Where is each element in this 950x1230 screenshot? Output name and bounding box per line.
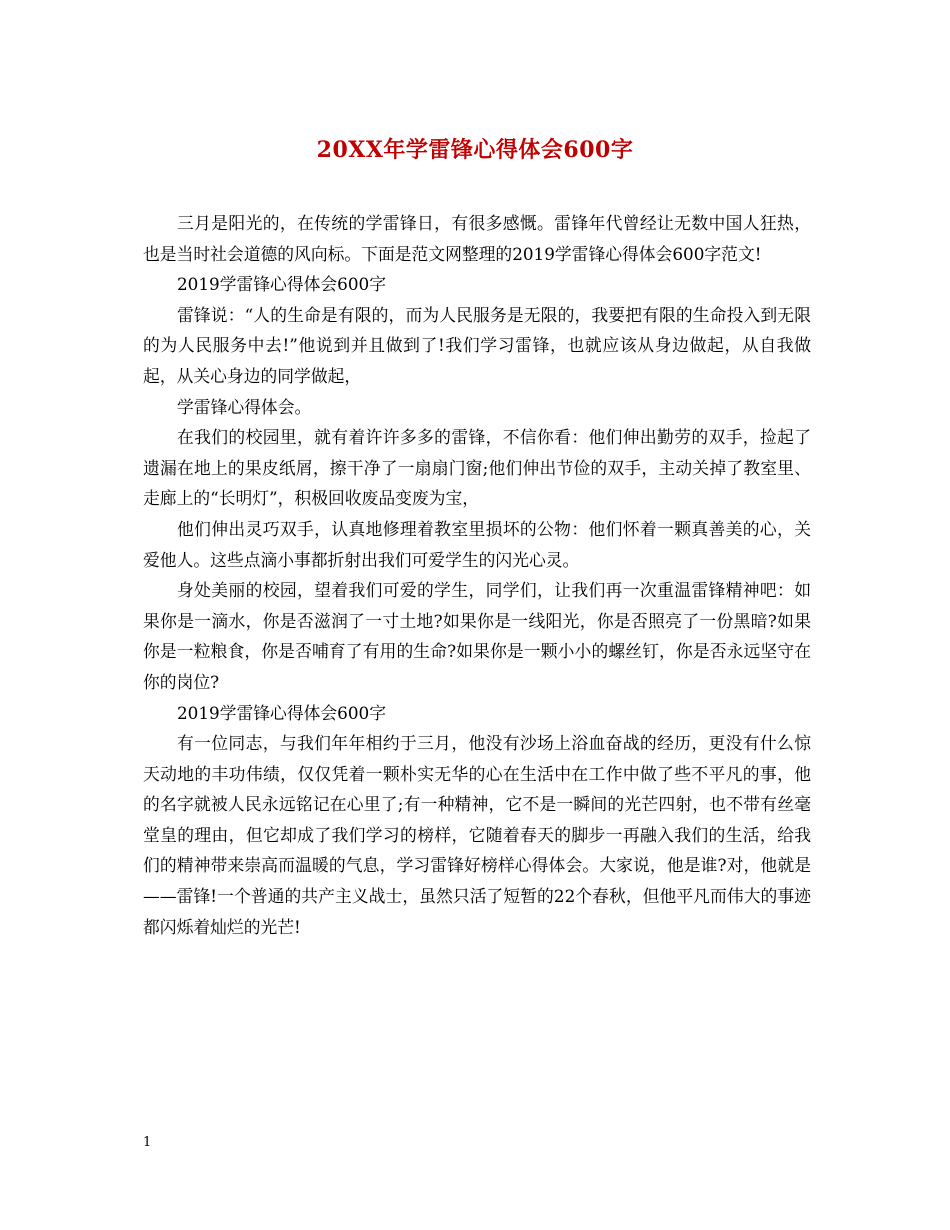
paragraph: 他们伸出灵巧双手，认真地修理着教室里损坏的公物：他们怀着一颗真善美的心，关爱他人。这些点滴小事都折射出我们可爱学生的闪光心灵。 [143, 518, 811, 570]
page-number: 1 [143, 1135, 152, 1150]
section-heading: 2019学雷锋心得体会600字 [177, 702, 386, 723]
section-heading: 2019学雷锋心得体会600字 [177, 274, 386, 295]
paragraph: 学雷锋心得体会。 [177, 396, 312, 417]
paragraph: 身处美丽的校园，望着我们可爱的学生，同学们，让我们再一次重温雷锋精神吧：如果你是一滴水，你是否滋润了一寸土地?如果你是一线阳光，你是否照亮了一份黑暗?如果你是一粒粮食，你是否哺育了有用的生命?如果你是一颗小小的螺丝钉，你是否永远坚守在你的岗位? [143, 580, 811, 692]
document-body [143, 208, 811, 942]
paragraph-intro: 三月是阳光的，在传统的学雷锋日，有很多感慨。雷锋年代曾经让无数中国人狂热，也是当时社会道德的风向标。下面是范文网整理的2019学雷锋心得体会600字范文! [143, 213, 811, 264]
paragraph: 在我们的校园里，就有着许许多多的雷锋，不信你看：他们伸出勤劳的双手，捡起了遗漏在地上的果皮纸屑，擦干净了一扇扇门窗;他们伸出节俭的双手，主动关掉了教室里、走廊上的“长明灯”，积极回收废品变废为宝， [143, 427, 811, 509]
paragraph: 有一位同志，与我们年年相约于三月，他没有沙场上浴血奋战的经历，更没有什么惊天动地的丰功伟绩，仅仅凭着一颗朴实无华的心在生活中在工作中做了些不平凡的事，他的名字就被人民永远铭记在心里了;有一种精神，它不是一瞬间的光芒四射，也不带有丝毫堂皇的理由，但它却成了我们学习的榜样，它随着春天的脚步一再融入我们的生活，给我们的精神带来崇高而温暖的气息，学习雷锋好榜样心得体会。大家说，他是谁?对，他就是——雷锋!一个普通的共产主义战士，虽然只活了短暂的22个春秋，但他平凡而伟大的事迹都闪烁着灿烂的光芒! [143, 733, 811, 937]
paragraph: 雷锋说：“人的生命是有限的，而为人民服务是无限的，我要把有限的生命投入到无限的为人民服务中去!”他说到并且做到了!我们学习雷锋，也就应该从身边做起，从自我做起，从关心身边的同学做起， [143, 304, 811, 386]
document-title: 20XX年学雷锋心得体会600字 [316, 137, 634, 163]
